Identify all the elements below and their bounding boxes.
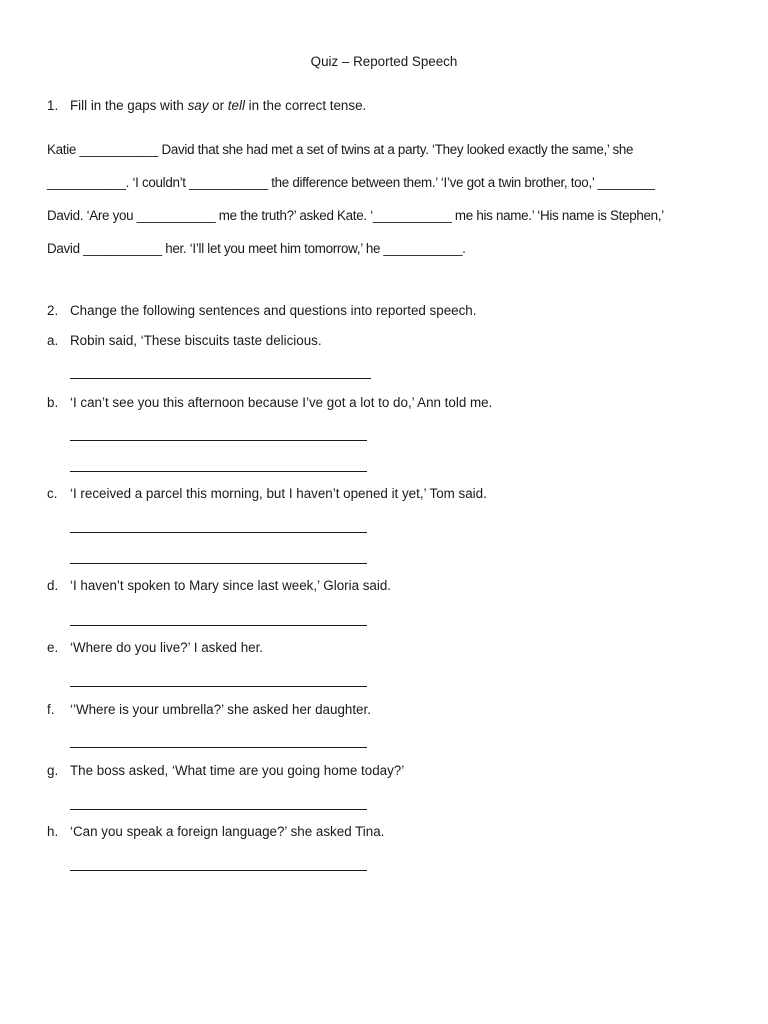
item-text: ‘Where do you live?’ I asked her. <box>70 640 264 655</box>
q1-word-say: say <box>187 98 209 113</box>
q1-instruction-pre: Fill in the gaps with <box>70 98 188 113</box>
item-letter: h. <box>47 824 59 839</box>
q1-instruction-post: in the correct tense. <box>244 98 367 113</box>
answer-line-c-2[interactable] <box>70 563 367 564</box>
item-text: The boss asked, ‘What time are you going home today?’ <box>70 763 405 778</box>
question-2-number: 2. <box>47 303 59 318</box>
gap-fill-line-1: Katie ___________ David that she had met a set of twins at a party. ‘They looked exactly the same,’ she <box>47 142 634 157</box>
question-1-instruction <box>47 98 366 113</box>
item-d <box>47 578 391 593</box>
item-letter: b. <box>47 395 59 410</box>
item-g <box>47 763 404 778</box>
item-text: ‘Can you speak a foreign language?’ she asked Tina. <box>70 824 385 839</box>
item-letter: g. <box>47 763 59 778</box>
item-text: ‘I haven’t spoken to Mary since last week,’ Gloria said. <box>70 578 392 593</box>
q1-word-tell: tell <box>227 98 245 113</box>
q2-instruction-text: Change the following sentences and questions into reported speech. <box>70 303 477 318</box>
item-text: ‘’Where is your umbrella?’ she asked her daughter. <box>70 702 371 717</box>
item-letter: e. <box>47 640 59 655</box>
answer-line-g[interactable] <box>70 809 367 810</box>
answer-line-a[interactable] <box>70 378 371 379</box>
item-b <box>47 395 492 410</box>
item-text: Robin said, ‘These biscuits taste delicious. <box>70 333 322 348</box>
item-letter: f. <box>47 702 55 717</box>
answer-line-e[interactable] <box>70 686 367 687</box>
question-2-instruction <box>47 303 476 318</box>
answer-line-b-1[interactable] <box>70 440 367 441</box>
item-letter: c. <box>47 486 58 501</box>
item-a <box>47 333 322 348</box>
answer-line-d[interactable] <box>70 625 367 626</box>
question-1-number: 1. <box>47 98 59 113</box>
item-c <box>47 486 487 501</box>
gap-fill-line-4: David ___________ her. ‘I’ll let you meet him tomorrow,’ he ___________. <box>47 241 466 256</box>
item-text: ‘I received a parcel this morning, but I haven’t opened it yet,’ Tom said. <box>70 486 487 501</box>
item-letter: d. <box>47 578 59 593</box>
gap-fill-line-2: ___________. ‘I couldn’t ___________ the difference between them.’ ‘I’ve got a twin brother, too,’ ________ <box>47 175 655 190</box>
item-text: ‘I can’t see you this afternoon because I’ve got a lot to do,’ Ann told me. <box>70 395 493 410</box>
gap-fill-line-3: David. ‘Are you ___________ me the truth?’ asked Kate. ‘___________ me his name.’ ‘His name is Stephen,’ <box>47 208 664 223</box>
item-letter: a. <box>47 333 59 348</box>
item-h <box>47 824 384 839</box>
item-f <box>47 702 371 717</box>
answer-line-h[interactable] <box>70 870 367 871</box>
q1-instruction-mid: or <box>208 98 228 113</box>
page-title: Quiz – Reported Speech <box>310 54 458 69</box>
answer-line-b-2[interactable] <box>70 471 367 472</box>
answer-line-f[interactable] <box>70 747 367 748</box>
answer-line-c-1[interactable] <box>70 532 367 533</box>
item-e <box>47 640 263 655</box>
